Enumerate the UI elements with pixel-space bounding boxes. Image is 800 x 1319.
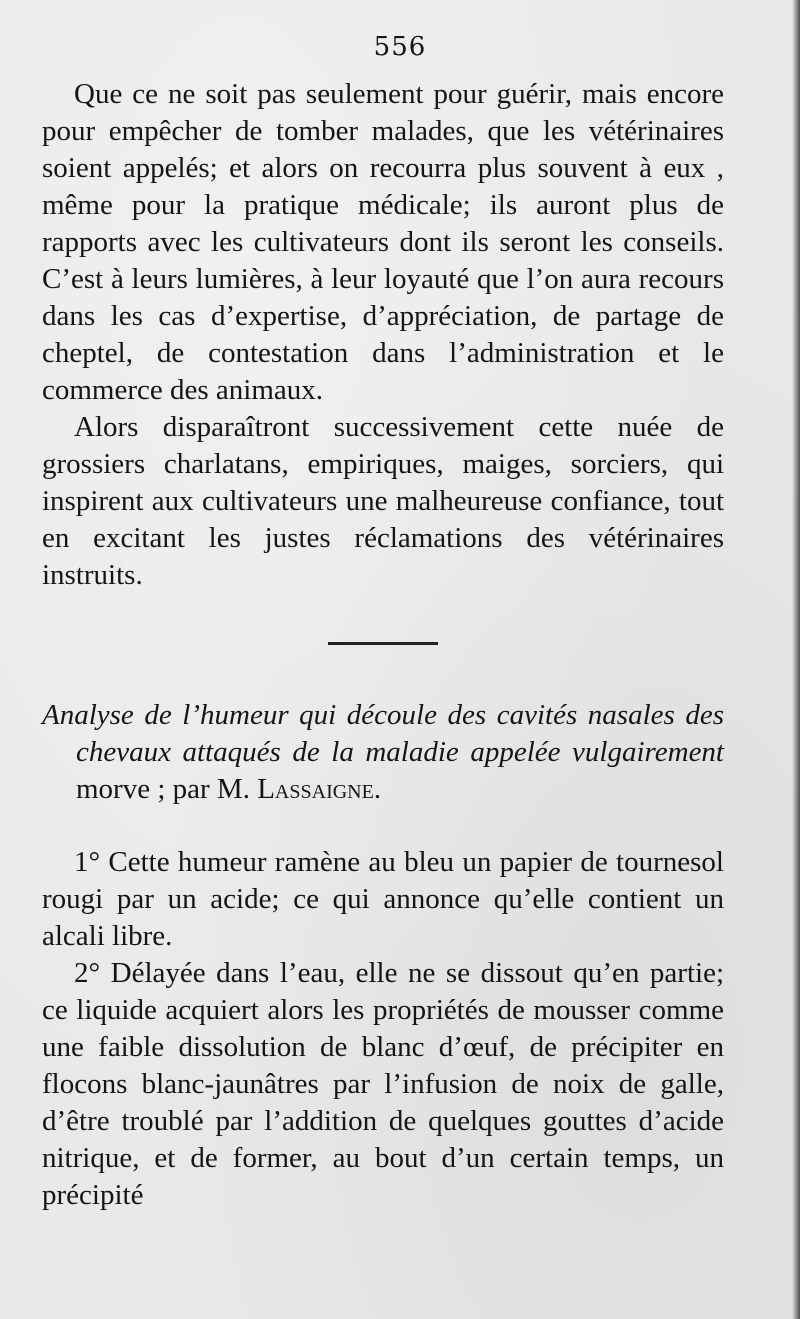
- article-title-italic: Analyse de l’humeur qui découle des cavités nasales des chevaux attaqués de la maladie appelée vulgairement: [42, 699, 724, 768]
- point-1: 1° Cette humeur ramène au bleu un papier de tournesol rougi par un acide; ce qui annonce qu’elle contient un alcali libre.: [42, 846, 724, 952]
- article-title: [42, 697, 724, 808]
- section-divider: [328, 642, 438, 645]
- paragraph-charlatans: Alors disparaîtront successivement cette nuée de grossiers charlatans, empiriques, maiges, sorciers, qui inspirent aux cultivateurs une malheureuse confiance, tout en excitant les justes réclamations des vétérinaires instruits.: [42, 411, 724, 591]
- article-title-plain: morve ; par M.: [76, 773, 258, 805]
- paragraph-veterinarians: Que ce ne soit pas seulement pour guérir, mais encore pour empêcher de tomber malades, que les vétérinaires soient appelés; et alors on recourra plus souvent à eux , même pour la pratique médicale; ils auront plus de rapports avec les cultivateurs dont ils seront les conseils. C’est à leurs lumières, à leur loyauté que l’on aura recours dans les cas d’expertise, d’appréciation, de partage de cheptel, de contestation dans l’administration et le commerce des animaux.: [42, 78, 724, 406]
- page-body: [42, 76, 724, 1214]
- point-2: 2° Délayée dans l’eau, elle ne se dissout qu’en partie; ce liquide acquiert alors les propriétés de mousser comme une faible dissolution de blanc d’œuf, de précipiter en flocons blanc-jaunâtres par l’infusion de noix de galle, d’être troublé par l’addition de quelques gouttes d’acide nitrique, et de former, au bout d’un certain temps, un précipité: [42, 957, 724, 1211]
- page-number: 556: [373, 32, 427, 62]
- article-author: Lassaigne.: [257, 773, 382, 805]
- page-edge-shadow: [792, 0, 800, 1319]
